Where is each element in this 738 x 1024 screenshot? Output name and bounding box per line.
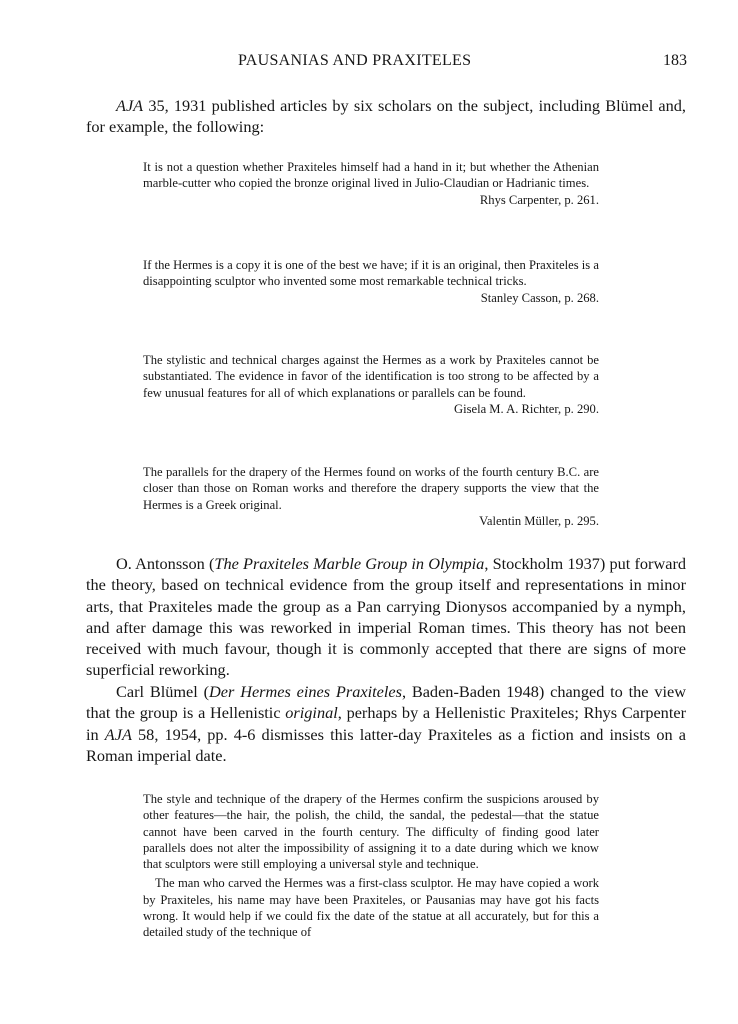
quote-text: The parallels for the drapery of the Hermes found on works of the fourth century B.C. are closer than those on Roman works and therefore the drapery supports the view that the Hermes is a Greek original. <box>143 465 599 512</box>
blumel-book-title: Der Hermes eines Praxiteles <box>209 682 402 701</box>
quote-casson <box>143 257 599 306</box>
antonsson-book-title: The Praxiteles Marble Group in Olympia <box>214 554 485 573</box>
quote-attribution: Gisela M. A. Richter, p. 290. <box>453 401 599 416</box>
blumel-lead: Carl Blümel ( <box>116 682 210 701</box>
blumel-mid2: , perhaps by a Hellenistic Praxiteles; Rhys Carpenter in <box>86 703 686 744</box>
intro-paragraph <box>86 95 686 138</box>
quote-attribution: Rhys Carpenter, p. 261. <box>479 192 599 207</box>
quote-carpenter <box>143 159 599 208</box>
blumel-mid1: , Baden-Baden 1948) changed to the view that the group is a Hellenistic <box>86 682 687 723</box>
blumel-paragraph <box>86 681 686 766</box>
quote-muller <box>143 464 599 529</box>
intro-text: 35, 1931 published articles by six scholars on the subject, including Blümel and, for example, the following: <box>86 96 686 137</box>
quote-text: It is not a question whether Praxiteles himself had a hand in it; but whether the Athenian marble-cutter who copied the bronze original lived in Julio-Claudian or Hadrianic times. <box>143 160 599 191</box>
quote-text: If the Hermes is a copy it is one of the best we have; if it is an original, then Praxiteles is a disappointing sculptor who invented some most remarkable technical tricks. <box>143 258 599 289</box>
journal-name: AJA <box>104 724 132 744</box>
quote-richter <box>143 352 599 417</box>
quote-paragraph-1: The style and technique of the drapery of the Hermes confirm the suspicions aroused by other features—the hair, the polish, the child, the sandal, the pedestal—that the statue cannot have been carved in the fourth century. The difficulty of finding good later parallels does not alter the impossibility of assigning it to a date during which we know that sculptors were still employing a universal style and technique. <box>143 792 599 872</box>
quote-text: The stylistic and technical charges against the Hermes as a work by Praxiteles cannot be substantiated. The evidence in favor of the identification is too strong to be affected by a few unusual features for all of which explanations or parallels can be found. <box>143 353 599 400</box>
quote-attribution: Stanley Casson, p. 268. <box>480 290 599 305</box>
antonsson-rest: , Stockholm 1937) put forward the theory, based on technical evidence from the group itself and representations in minor arts, that Praxiteles made the group as a Pan carrying Dionysos accompanied by a nymph, and after damage this was reworked in imperial Roman times. This theory has not been received with much favour, though it is commonly accepted that there are signs of more superficial reworking. <box>86 554 687 680</box>
running-title: PAUSANIAS AND PRAXITELES <box>238 52 472 69</box>
blumel-original: original <box>285 703 338 723</box>
antonsson-paragraph <box>86 553 686 681</box>
antonsson-lead: O. Antonsson ( <box>116 554 215 573</box>
quote-paragraph-2: The man who carved the Hermes was a first-class sculptor. He may have copied a work by Praxiteles, his name may have been Praxiteles, or Pausanias may have got his facts wrong. It would help if we could fix the date of the statue at all accurately, but for this a detailed study of the technique of <box>143 876 599 940</box>
journal-name: AJA <box>116 96 144 115</box>
blumel-rest: 58, 1954, pp. 4-6 dismisses this latter-day Praxiteles as a fiction and insists on a Roman imperial date. <box>86 724 686 765</box>
page-header <box>0 52 738 74</box>
quote-final <box>143 791 599 941</box>
quote-attribution: Valentin Müller, p. 295. <box>479 513 599 528</box>
page-number: 183 <box>663 52 687 69</box>
